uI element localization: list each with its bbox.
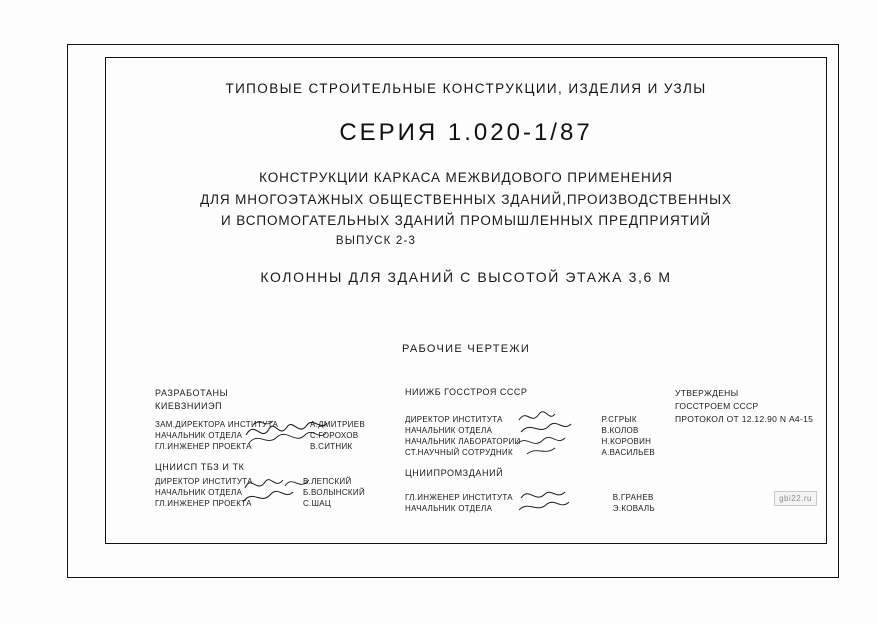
role-title: ГЛ.ИНЖЕНЕР ПРОЕКТА bbox=[155, 499, 252, 509]
role-name: В.СИТНИК bbox=[309, 442, 353, 452]
role-name: А.ДМИТРИЕВ bbox=[309, 420, 365, 430]
subtitle-line-3: И ВСПОМОГАТЕЛЬНЫХ ЗДАНИЙ ПРОМЫШЛЕННЫХ ПРЕДПРИЯТИЙ bbox=[220, 213, 711, 229]
series-number: СЕРИЯ 1.020-1/87 bbox=[339, 118, 593, 146]
columns-title: КОЛОННЫ ДЛЯ ЗДАНИЙ С ВЫСОТОЙ ЭТАЖА 3,6 М bbox=[260, 269, 672, 285]
watermark: gbi22.ru bbox=[774, 491, 817, 506]
role-title: СТ.НАУЧНЫЙ СОТРУДНИК bbox=[405, 448, 513, 457]
left-group-2-names bbox=[303, 476, 365, 509]
middle-group-2-heading: ЦНИИПРОМЗДАНИЙ bbox=[405, 468, 504, 478]
middle-heading: НИИЖБ ГОССТРОЯ СССР bbox=[405, 387, 528, 397]
role-title: НАЧАЛЬНИК ОТДЕЛА bbox=[405, 504, 493, 513]
role-title: ДИРЕКТОР ИНСТИТУТА bbox=[405, 415, 503, 424]
middle-group-1 bbox=[405, 414, 655, 458]
role-name: Н.КОРОВИН bbox=[601, 437, 652, 446]
approval-line-1: УТВЕРЖДЕНЫ bbox=[675, 388, 739, 398]
approval-line-3: ПРОТОКОЛ ОТ 12.12.90 N А4-15 bbox=[675, 413, 814, 424]
middle-group-1-names bbox=[602, 414, 656, 458]
left-group-2-heading: ЦНИИСП ТБЗ И ТК bbox=[155, 462, 245, 473]
role-title: ЗАМ.ДИРЕКТОРА ИНСТИТУТА bbox=[155, 420, 279, 430]
subtitle-line-1: КОНСТРУКЦИИ КАРКАСА МЕЖВИДОВОГО ПРИМЕНЕНИЯ bbox=[259, 170, 673, 186]
role-name: В.КОЛОВ bbox=[601, 426, 639, 435]
left-heading bbox=[155, 387, 365, 413]
title-sheet bbox=[105, 57, 827, 544]
role-title: НАЧАЛЬНИК ОТДЕЛА bbox=[155, 431, 243, 441]
left-group-1-names bbox=[310, 419, 365, 452]
approval-line-2: ГОССТРОЕМ СССР bbox=[675, 400, 759, 411]
role-title: ГЛ.ИНЖЕНЕР ПРОЕКТА bbox=[155, 442, 252, 452]
left-group-1 bbox=[155, 419, 365, 452]
signature-column-right bbox=[675, 387, 835, 425]
working-drawings-label: РАБОЧИЕ ЧЕРТЕЖИ bbox=[401, 343, 531, 355]
role-name: С.ШАЦ bbox=[302, 499, 332, 509]
issue-number-wrap bbox=[105, 235, 827, 247]
middle-group-2-names bbox=[613, 492, 655, 514]
signature-area bbox=[105, 387, 827, 537]
role-title: НАЧАЛЬНИК ОТДЕЛА bbox=[405, 426, 493, 435]
left-group-2 bbox=[155, 476, 365, 509]
role-name: В.ГРАНЕВ bbox=[612, 493, 654, 502]
document-header-line: ТИПОВЫЕ СТРОИТЕЛЬНЫЕ КОНСТРУКЦИИ, ИЗДЕЛИЯ И УЗЛЫ bbox=[225, 81, 707, 96]
role-title: НАЧАЛЬНИК ЛАБОРАТОРИИ bbox=[405, 437, 521, 446]
role-name: С.ГОРОХОВ bbox=[309, 431, 359, 441]
issue-number: ВЫПУСК 2-3 bbox=[335, 235, 417, 247]
role-name: Б.ВОЛЫНСКИЙ bbox=[302, 488, 365, 498]
left-heading-line-1: РАЗРАБОТАНЫ bbox=[155, 388, 229, 398]
role-title: ДИРЕКТОР ИНСТИТУТА bbox=[155, 477, 253, 487]
role-name: А.ВАСИЛЬЕВ bbox=[601, 448, 655, 457]
title-block bbox=[105, 79, 827, 232]
signature-column-middle bbox=[405, 387, 655, 518]
role-title: ГЛ.ИНЖЕНЕР ИНСТИТУТА bbox=[405, 493, 513, 502]
middle-group-2 bbox=[405, 492, 655, 514]
left-heading-line-2: КИЕВЗНИИЭП bbox=[155, 401, 223, 412]
role-name: Р.СГРЫК bbox=[601, 415, 637, 424]
role-name: В.ЛЕПСКИЙ bbox=[302, 477, 352, 487]
signature-column-left bbox=[155, 387, 365, 513]
subtitle-line-2: ДЛЯ МНОГОЭТАЖНЫХ ОБЩЕСТВЕННЫХ ЗДАНИЙ,ПРОИЗВОДСТВЕННЫХ bbox=[200, 191, 732, 207]
role-name: Э.КОВАЛЬ bbox=[612, 504, 655, 513]
role-title: НАЧАЛЬНИК ОТДЕЛА bbox=[155, 488, 243, 498]
